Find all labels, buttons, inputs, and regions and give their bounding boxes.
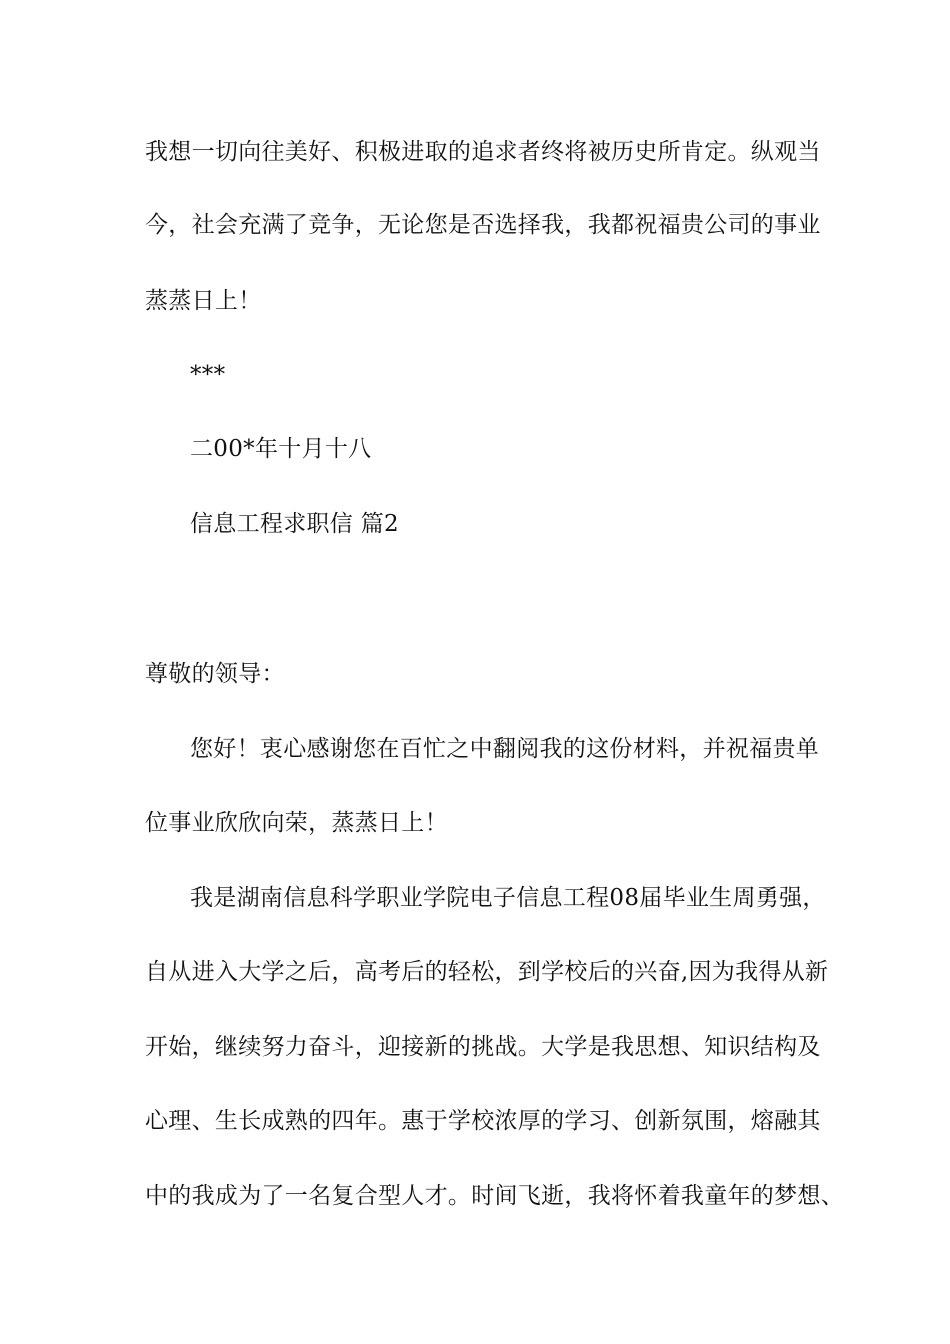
paragraph-line: 中的我成为了一名复合型人才。时间飞逝，我将怀着我童年的梦想、 bbox=[145, 1183, 844, 1209]
paragraph-line: 您好！衷心感谢您在百忙之中翻阅我的这份材料，并祝福贵单 bbox=[190, 736, 820, 762]
paragraph-line: 心理、生长成熟的四年。惠于学校浓厚的学习、创新氛围，熔融其 bbox=[145, 1108, 821, 1134]
paragraph-line: 今，社会充满了竞争，无论您是否选择我，我都祝福贵公司的事业 bbox=[145, 212, 821, 238]
paragraph-line: 开始，继续努力奋斗，迎接新的挑战。大学是我思想、知识结构及 bbox=[145, 1034, 821, 1060]
paragraph-line: 自从进入大学之后，高考后的轻松，到学校后的兴奋,因为我得从新 bbox=[145, 959, 829, 985]
salutation: 尊敬的领导： bbox=[145, 661, 285, 687]
paragraph-line: 蒸蒸日上！ bbox=[145, 288, 262, 314]
date-line: 二00*年十月十八 bbox=[190, 436, 372, 462]
signature: *** bbox=[190, 362, 226, 388]
paragraph-line: 位事业欣欣向荣，蒸蒸日上！ bbox=[145, 810, 448, 836]
paragraph-line: 我是湖南信息科学职业学院电子信息工程08届毕业生周勇强， bbox=[190, 885, 826, 911]
section-title: 信息工程求职信 篇2 bbox=[190, 511, 399, 537]
paragraph-line: 我想一切向往美好、积极进取的追求者终将被历史所肯定。纵观当 bbox=[145, 139, 821, 165]
